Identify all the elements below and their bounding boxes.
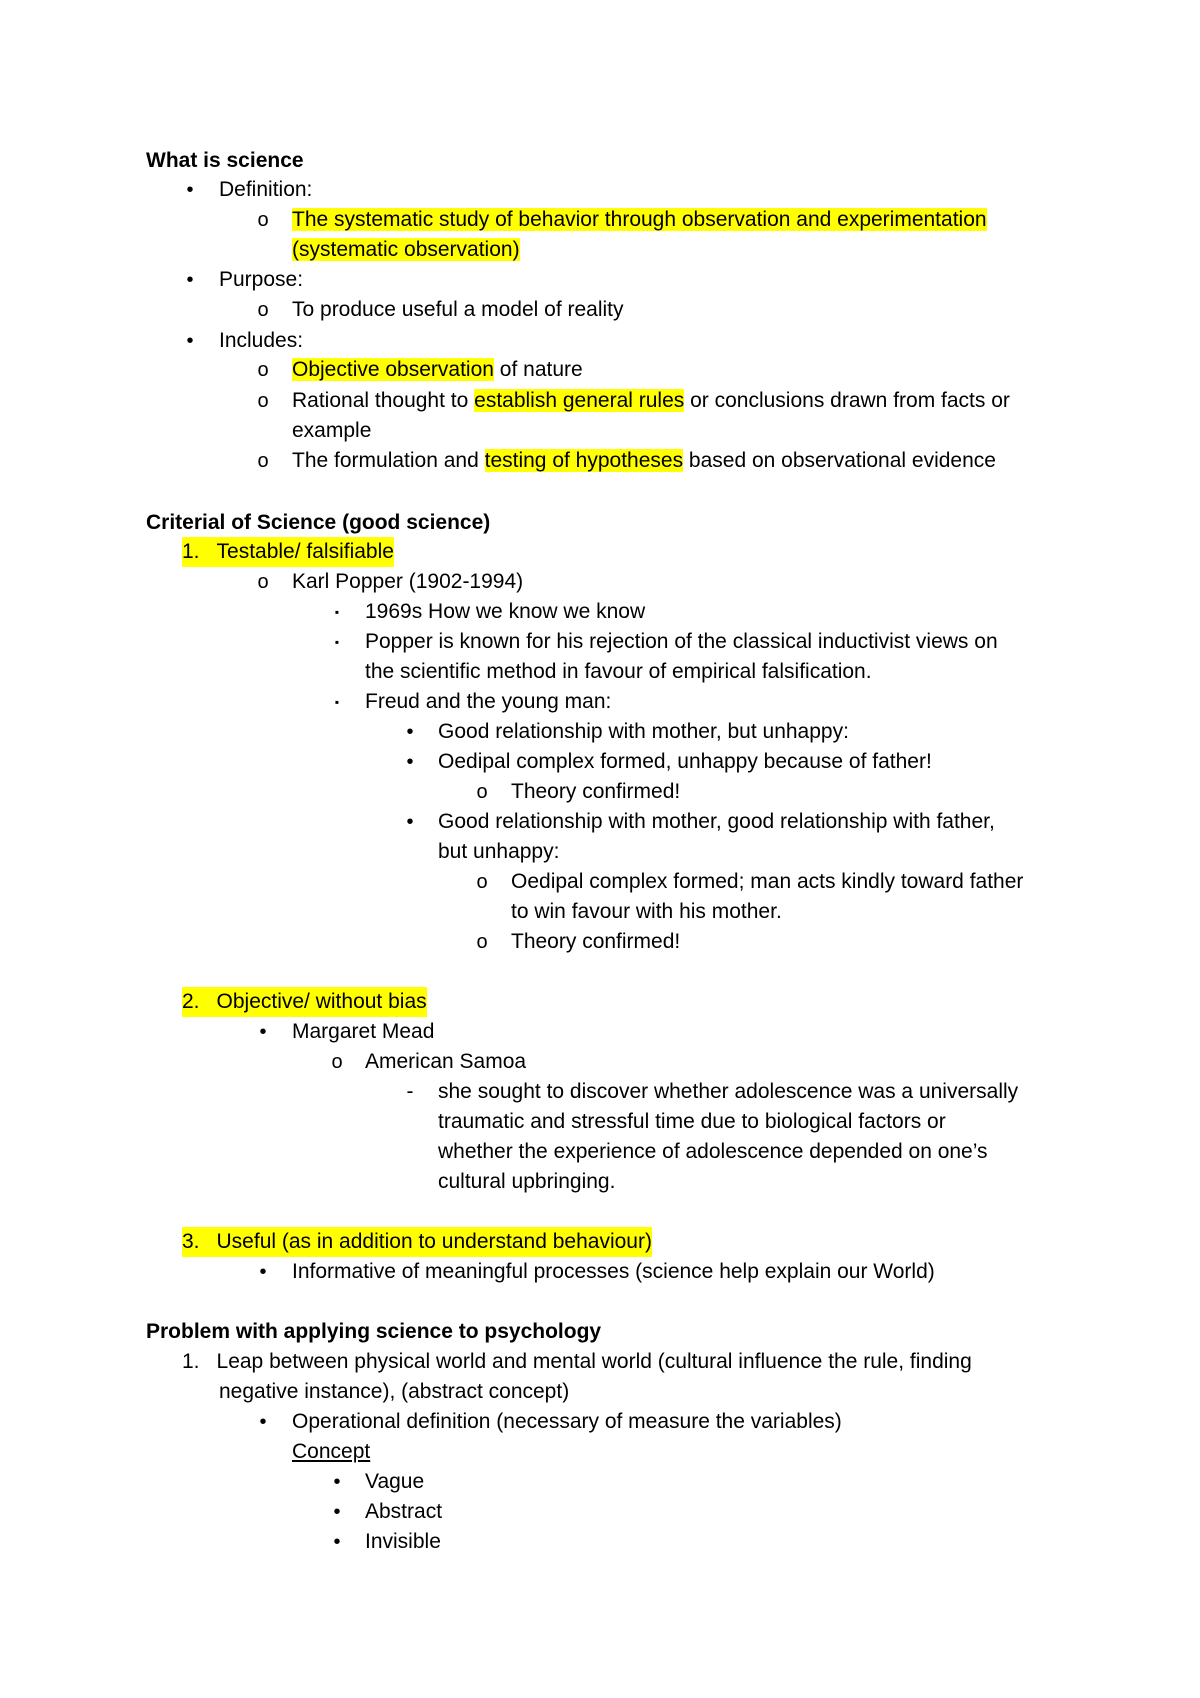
operational-definition: Operational definition (necessary of measure the variables): [292, 1410, 842, 1433]
bullet-circle: o: [257, 450, 269, 472]
purpose-text: To produce useful a model of reality: [292, 298, 624, 321]
criterion-label: Testable/ falsifiable: [216, 540, 394, 563]
bullet-circle: o: [257, 209, 269, 231]
definition-text-cont: [292, 235, 520, 265]
list-number: 2.: [182, 990, 200, 1013]
problem-text: Leap between physical world and mental world (cultural influence the rule, finding: [216, 1350, 972, 1373]
bullet-dash: -: [406, 1080, 414, 1103]
section-heading-problem: Problem with applying science to psychology: [146, 1320, 602, 1343]
concept-item: Abstract: [365, 1500, 443, 1523]
bullet-dot: •: [186, 330, 194, 352]
highlighted-text: establish general rules: [474, 389, 685, 412]
samoa-item: American Samoa: [365, 1050, 527, 1073]
bullet-square: ▪: [334, 635, 340, 649]
definition-label: Definition:: [219, 178, 313, 201]
bullet-circle: o: [257, 571, 269, 593]
includes-item-2: [292, 386, 1010, 416]
freud-case-3: Good relationship with mother, good relationship with father,: [438, 810, 995, 833]
freud-case-1: Good relationship with mother, but unhappy:: [438, 720, 849, 743]
samoa-text-4: cultural upbringing.: [438, 1170, 616, 1193]
freud-case-3-result-1: Oedipal complex formed; man acts kindly toward father: [511, 870, 1024, 893]
includes-item-3: [292, 446, 996, 476]
bullet-dot: •: [333, 1531, 341, 1553]
bullet-square: ▪: [334, 605, 340, 619]
useful-item: Informative of meaningful processes (science help explain our World): [292, 1260, 935, 1283]
plain-text: The formulation and: [292, 449, 485, 472]
bullet-dot: •: [333, 1471, 341, 1493]
plain-text: based on observational evidence: [683, 449, 996, 472]
mead-item: Margaret Mead: [292, 1020, 435, 1043]
bullet-square: ▪: [334, 695, 340, 709]
plain-text: Rational thought to: [292, 389, 475, 412]
highlighted-text: (systematic observation): [292, 238, 520, 261]
bullet-dot: •: [333, 1501, 341, 1523]
bullet-circle: o: [331, 1051, 343, 1073]
freud-case-3-result-1-cont: to win favour with his mother.: [511, 900, 782, 923]
bullet-circle: o: [257, 359, 269, 381]
plain-text: of nature: [493, 358, 583, 381]
freud-case-2-result: Theory confirmed!: [511, 780, 681, 803]
criterion-label: Objective/ without bias: [216, 990, 427, 1013]
list-number: 1.: [182, 540, 200, 563]
criterion-3: [182, 1227, 652, 1257]
criterion-2: [182, 987, 427, 1017]
section-heading-criteria: Criterial of Science (good science): [146, 511, 491, 534]
bullet-dot: •: [259, 1261, 267, 1283]
plain-text: or conclusions drawn from facts or: [684, 389, 1010, 412]
concept-item: Vague: [365, 1470, 425, 1493]
freud-case-2: Oedipal complex formed, unhappy because of father!: [438, 750, 932, 773]
section-heading-what-is-science: What is science: [146, 149, 304, 172]
samoa-text-3: whether the experience of adolescence depended on one’s: [438, 1140, 988, 1163]
includes-label: Includes:: [219, 329, 304, 352]
freud-case-3-result-2: Theory confirmed!: [511, 930, 681, 953]
list-number: 3.: [182, 1230, 200, 1253]
problem-1-cont: negative instance), (abstract concept): [219, 1380, 570, 1403]
concept-label: Concept: [292, 1440, 371, 1463]
bullet-dot: •: [406, 721, 414, 743]
freud-item: Freud and the young man:: [365, 690, 612, 713]
bullet-dot: •: [406, 751, 414, 773]
highlighted-text: testing of hypotheses: [484, 449, 684, 472]
bullet-dot: •: [259, 1411, 267, 1433]
bullet-circle: o: [476, 781, 488, 803]
criterion-label: Useful (as in addition to understand behaviour): [216, 1230, 652, 1253]
popper-point-1: 1969s How we know we know: [365, 600, 646, 623]
includes-item-1: [292, 355, 583, 385]
includes-item-2-cont: example: [292, 419, 372, 442]
highlighted-text: The systematic study of behavior through observation and experimentation: [292, 208, 987, 231]
definition-text: [292, 205, 987, 235]
list-number: 1.: [182, 1350, 200, 1373]
criterion-1: [182, 537, 394, 567]
bullet-dot: •: [186, 179, 194, 201]
highlighted-text: Objective observation: [292, 358, 494, 381]
popper-point-2-cont: the scientific method in favour of empirical falsification.: [365, 660, 872, 683]
purpose-label: Purpose:: [219, 268, 304, 291]
popper-point-2: Popper is known for his rejection of the classical inductivist views on: [365, 630, 998, 653]
bullet-circle: o: [257, 390, 269, 412]
samoa-text-2: traumatic and stressful time due to biological factors or: [438, 1110, 946, 1133]
bullet-dot: •: [259, 1021, 267, 1043]
bullet-dot: •: [406, 811, 414, 833]
concept-item: Invisible: [365, 1530, 441, 1553]
bullet-circle: o: [257, 299, 269, 321]
popper-item: Karl Popper (1902-1994): [292, 570, 524, 593]
freud-case-3-cont: but unhappy:: [438, 840, 560, 863]
bullet-dot: •: [186, 269, 194, 291]
problem-1: [182, 1347, 972, 1377]
bullet-circle: o: [476, 871, 488, 893]
bullet-circle: o: [476, 931, 488, 953]
samoa-text-1: she sought to discover whether adolescence was a universally: [438, 1080, 1019, 1103]
